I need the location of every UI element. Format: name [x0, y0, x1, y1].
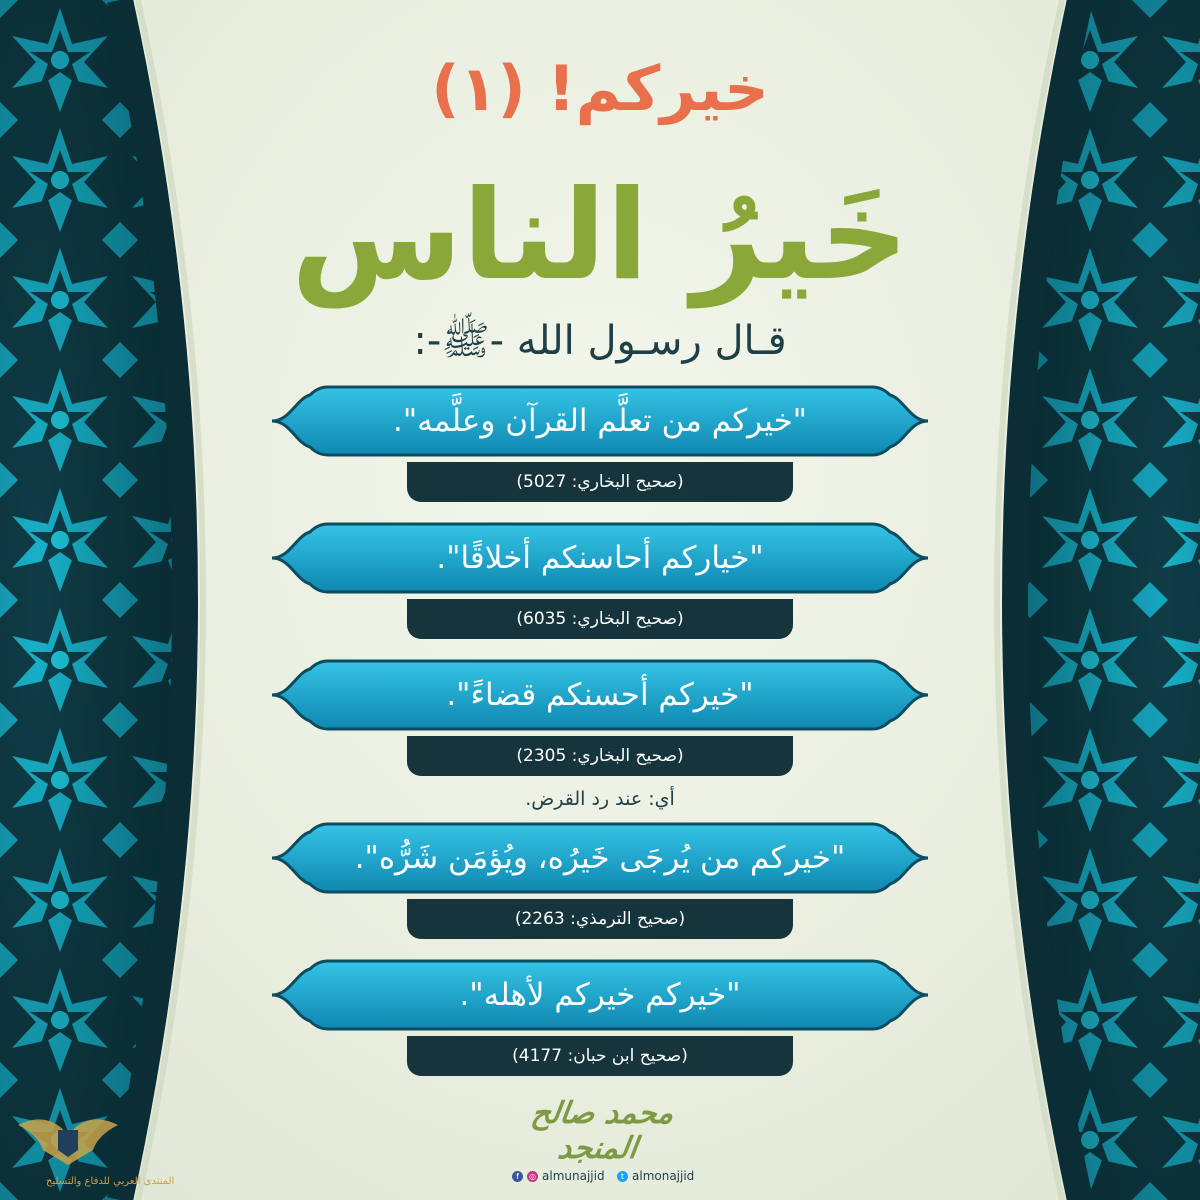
left-handle[interactable]: almunajjid [542, 1169, 605, 1183]
hadith-banner-3 [270, 659, 930, 747]
hadith-source-3: (صحيح البخاري: 2305) [407, 736, 793, 776]
facebook-icon[interactable]: f [512, 1171, 523, 1182]
watermark-text: المنتدى العربي للدفاع والتسليح [46, 1176, 175, 1187]
social-right[interactable] [617, 1165, 694, 1187]
hadith-banner-5 [270, 959, 930, 1047]
instagram-icon[interactable]: ◎ [527, 1171, 538, 1182]
twitter-icon[interactable]: t [617, 1171, 628, 1182]
author-signature [500, 1078, 700, 1166]
hadith-source-2: (صحيح البخاري: 6035) [407, 599, 793, 639]
hadith-banner-1 [270, 385, 930, 473]
hadith-source-4: (صحيح الترمذي: 2263) [407, 899, 793, 939]
signature-text: محمد صالح المنجد [528, 1096, 676, 1166]
intro-text: قـال رسـول الله -ﷺ-: [413, 318, 787, 364]
hadith-source-5: (صحيح ابن حبان: 4177) [407, 1036, 793, 1076]
hadith-quote: "خيركم خيركم لأهله". [459, 977, 741, 1013]
hadith-quote: "خيركم من تعلَّم القرآن وعلَّمه". [393, 403, 807, 439]
series-title: خيركم! (١) [431, 52, 769, 125]
hadith-quote: "خيركم أحسنكم قضاءً". [446, 677, 754, 713]
hadith-source-1: (صحيح البخاري: 5027) [407, 462, 793, 502]
hadith-quote: "خيركم من يُرجَى خَيرُه، ويُؤمَن شَرُّه". [354, 840, 846, 876]
explanation-note: أي: عند رد القرض. [525, 788, 675, 810]
main-title: خَيرُ الناس [291, 164, 909, 308]
social-left[interactable] [512, 1165, 605, 1187]
right-handle[interactable]: almonajjid [632, 1169, 695, 1183]
hadith-quote: "خياركم أحاسنكم أخلاقًا". [436, 540, 764, 576]
eagle-shield-icon [8, 1105, 148, 1175]
hadith-banner-4 [270, 822, 930, 910]
hadith-banner-2 [270, 522, 930, 610]
